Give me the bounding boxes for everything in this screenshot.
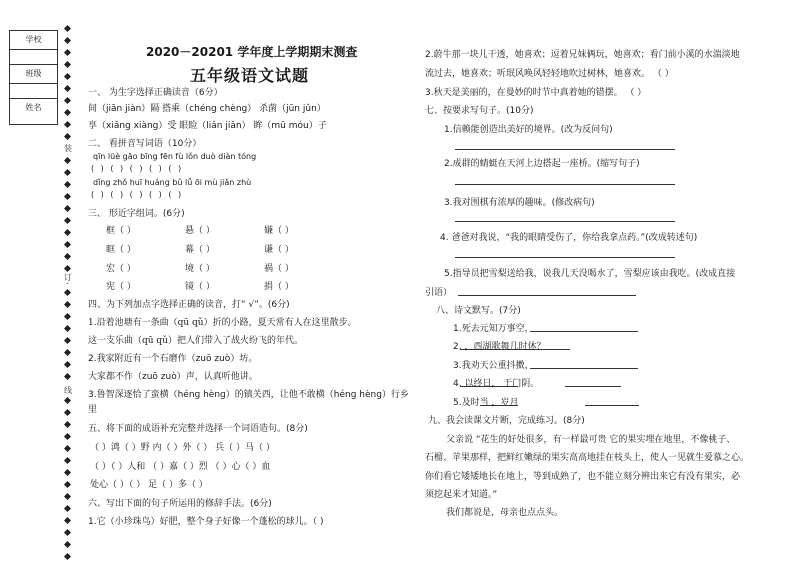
- binding-dot: [64, 169, 71, 176]
- binding-dot: [64, 73, 71, 80]
- q7-item-4: 4. 爸爸对我说，“我的眼睛受伤了，你给我拿点药。”(改成转述句): [440, 233, 698, 243]
- q6-heading: 六、写出下面的句子所运用的修辞手法。(6分): [88, 499, 272, 509]
- binding-dotted-line: [64, 24, 72, 564]
- q8-blank-5a[interactable]: [480, 405, 518, 406]
- school-field[interactable]: [10, 49, 57, 65]
- binding-dot: [64, 397, 71, 404]
- q8-item-2: 2. ，西湖歌舞几时休？: [453, 342, 546, 352]
- binding-dot: [64, 133, 71, 140]
- binding-dot: [64, 229, 71, 236]
- q1-heading: 一、 为生字选择正确读音（6分）: [88, 88, 223, 98]
- q5-heading: 五、将下面的成语补充完整并选择一个词语造句。(8分): [88, 424, 308, 434]
- q3-item[interactable]: 眶（ ）: [106, 245, 136, 255]
- binding-dot: [64, 361, 71, 368]
- q8-item-4: 4. 以终日， 于门阴。: [453, 379, 540, 389]
- binding-dot: [64, 85, 71, 92]
- q7-answer-line-1[interactable]: [455, 149, 675, 150]
- q3-item[interactable]: 捐（ ）: [264, 282, 294, 292]
- q6-line3: 流过去，她喜欢；听珉风唤风轻轻地吹过树林，她喜欢。 （ ）: [425, 69, 674, 79]
- binding-dot: [64, 469, 71, 476]
- q1-row2: 享（xiǎng xiàng）受 眼睑（liǎn jiǎn） 眸（mū móu）子: [88, 121, 327, 131]
- binding-dot: [64, 265, 71, 272]
- q8-blank-3[interactable]: [530, 368, 638, 369]
- binding-dot: [64, 289, 71, 296]
- q2-answer-row2[interactable]: ( ) ( ) ( ) ( ) ( ): [91, 190, 184, 199]
- q9-para-line1: 父亲说 “花生的好处很多，有一样最可贵 它的果实埋在地里，不像桃子、: [446, 435, 736, 445]
- binding-char-2: 订: [64, 273, 72, 282]
- q7-item-3: 3.我对围棋有浓厚的趣味。(修改病句): [444, 198, 595, 208]
- binding-dot: [64, 373, 71, 380]
- q3-item[interactable]: 谦（ ）: [264, 245, 294, 255]
- q7-item-2: 2.成群的蜻蜓在天河上边搭起一座桥。(缩写句子): [444, 159, 640, 169]
- q3-item[interactable]: 镜（ ）: [185, 282, 215, 292]
- binding-dot: [64, 313, 71, 320]
- q6-line2: 2.蔚牛那一块儿干透，她喜欢；逗着兄妹俩玩，她喜欢；看门前小溪的水湍淡地: [425, 50, 740, 60]
- exam-subtitle: 五年级语文试题: [190, 66, 310, 85]
- binding-dot: [64, 97, 71, 104]
- binding-dot: [64, 253, 71, 260]
- binding-dot: [64, 337, 71, 344]
- q4-line5: 3.鲁智深逐恰了蛮横（hénɡ hènɡ）的镇关西，让他不敢横（hénɡ hènɡ）行乡: [88, 390, 409, 400]
- binding-dot: [64, 49, 71, 56]
- q9-para-line2: 石榴、苹果那样，把鲜红嫩绿的果实高高地挂在枝头上，使人一见就生爱慕之心。: [425, 453, 750, 463]
- q5-row2[interactable]: （ ）（ ）人和 （ ）嘉（ ）烈 （ ）心（ ）血: [90, 462, 271, 472]
- q8-blank-2[interactable]: [460, 349, 570, 350]
- binding-dot: [64, 301, 71, 308]
- q4-line4: 大家都不作（zuō zuò）声，认真听他讲。: [88, 372, 258, 382]
- q3-item[interactable]: 宪（ ）: [106, 282, 136, 292]
- q3-item[interactable]: 幕（ ）: [185, 245, 215, 255]
- binding-dot: [64, 121, 71, 128]
- q3-item[interactable]: 嫌（ ）: [264, 226, 294, 236]
- q9-para-line3: 你们看它矮矮地长在地上，等到成熟了，也不能立刻分辨出来它有没有果实，必: [425, 472, 741, 482]
- binding-dot: [64, 457, 71, 464]
- q8-item-1: 1.死去元知万事空，: [453, 324, 534, 334]
- binding-dot: [64, 25, 71, 32]
- q7-answer-line-2[interactable]: [455, 184, 675, 185]
- q7-item-5: 5.指导员把雪梨送给我，说我几天没喝水了，雪梨应该由我吃。(改成直接: [444, 269, 736, 279]
- q7-answer-line-4[interactable]: [455, 257, 675, 258]
- binding-dot: [64, 541, 71, 548]
- q8-item-5: 5.及时当 ，岁月: [453, 398, 519, 408]
- q7-answer-line-3[interactable]: [455, 221, 675, 222]
- q4-line1: 1.沿着池塘有一条曲（qū qǔ）折的小路，夏天常有人在这里散步。: [88, 318, 357, 328]
- q5-row3[interactable]: 处心（ ）（ ） 足（ ）多（ ）: [90, 480, 208, 490]
- binding-dot: [64, 553, 71, 560]
- q3-item[interactable]: 境（ ）: [185, 264, 215, 274]
- q2-heading: 二、 看拼音写词语（10分）: [88, 139, 202, 149]
- q2-answer-row1[interactable]: ( ) ( ) ( ) ( ) ( ): [91, 164, 184, 173]
- q3-heading: 三、 形近字组词。(6分): [88, 209, 185, 219]
- q3-item[interactable]: 祸（ ）: [264, 264, 294, 274]
- binding-dot: [64, 181, 71, 188]
- binding-dot: [64, 409, 71, 416]
- binding-dot: [64, 193, 71, 200]
- q4-heading: 四、为下列加点字选择正确的读音，打“ √”。(6分): [88, 300, 290, 310]
- binding-dot: [64, 493, 71, 500]
- binding-dot: [64, 205, 71, 212]
- q2-pinyin-row1: qīn lüè gāo bīng fēn fù lǒn duò diàn tóng: [93, 152, 257, 161]
- q8-item-3: 3.我劝天公重抖擞，: [453, 361, 534, 371]
- school-label: 学校: [10, 31, 57, 50]
- binding-dot: [64, 433, 71, 440]
- binding-dot: [64, 157, 71, 164]
- student-info-box: [9, 30, 58, 125]
- q7-answer-line-5[interactable]: [458, 295, 636, 296]
- binding-dot: [64, 109, 71, 116]
- q9-para-line4: 须挖起来才知道。”: [425, 490, 498, 500]
- name-label: 姓名: [25, 103, 42, 112]
- class-label: 班级: [10, 65, 57, 84]
- q7-item-5-cont: 引语）: [425, 288, 453, 298]
- binding-dot: [64, 505, 71, 512]
- binding-dot: [64, 61, 71, 68]
- q5-row1[interactable]: （ ）鸿（ ）野 内（ ）外（ ） 兵（ ）马（ ）: [90, 443, 275, 453]
- q8-blank-4b[interactable]: [565, 386, 621, 387]
- q7-item-1: 1.信赖能创造出美好的境界。(改为反问句): [444, 125, 613, 135]
- q4-line2: 这一支乐曲（qū qǔ）把人们带入了战火纷飞的年代。: [88, 336, 303, 346]
- binding-dot: [64, 421, 71, 428]
- binding-dot: [64, 529, 71, 536]
- binding-dot: [64, 445, 71, 452]
- binding-dot: [64, 349, 71, 356]
- class-field[interactable]: [10, 83, 57, 99]
- q7-heading: 七、按要求写句子。(10分): [425, 106, 534, 116]
- q3-item[interactable]: 框（ ）: [106, 226, 136, 236]
- q6-line4: 3.秋天是美丽的，在曼妙的时节中真着她的错摆。 （ ）: [425, 88, 647, 98]
- binding-char-1: 装: [64, 144, 72, 153]
- q6-line1: 1.它（小珍珠鸟）好肥，整个身子好像一个蓬松的球儿。（ ): [88, 517, 324, 527]
- binding-dot: [64, 217, 71, 224]
- q3-item[interactable]: 宏（ ）: [106, 264, 136, 274]
- q2-pinyin-row2: dǐng zhǒ huī huáng bǔ lǚ ōi mù jiǎn zhù: [93, 178, 252, 187]
- binding-dot: [64, 325, 71, 332]
- q3-item[interactable]: 悬（ ）: [185, 226, 215, 236]
- binding-dot: [64, 517, 71, 524]
- q4-line6: 里: [88, 405, 98, 415]
- binding-dot: [64, 37, 71, 44]
- q8-blank-1[interactable]: [530, 331, 638, 332]
- binding-dot: [64, 241, 71, 248]
- binding-dot: [64, 481, 71, 488]
- exam-title: 2020－20201 学年度上学期期末测查: [146, 45, 358, 59]
- binding-char-3: 线: [64, 386, 72, 395]
- q8-blank-4a[interactable]: [460, 386, 518, 387]
- q1-row1: 间（jiān jiàn）隔 搭乘（chéng chèng） 杀菌（jūn jǔn）: [88, 104, 326, 114]
- q8-blank-5b[interactable]: [585, 405, 639, 406]
- q4-line3: 2.我家附近有一个石磨作（zuō zuò）坊。: [88, 354, 258, 364]
- q9-para-line5: 我们都说是，母亲也点点头。: [446, 508, 564, 518]
- q9-heading: 九、我会读课文片断，完成练习。(8分): [428, 416, 585, 426]
- q8-heading: 八、诗文默写。(7分): [436, 306, 521, 316]
